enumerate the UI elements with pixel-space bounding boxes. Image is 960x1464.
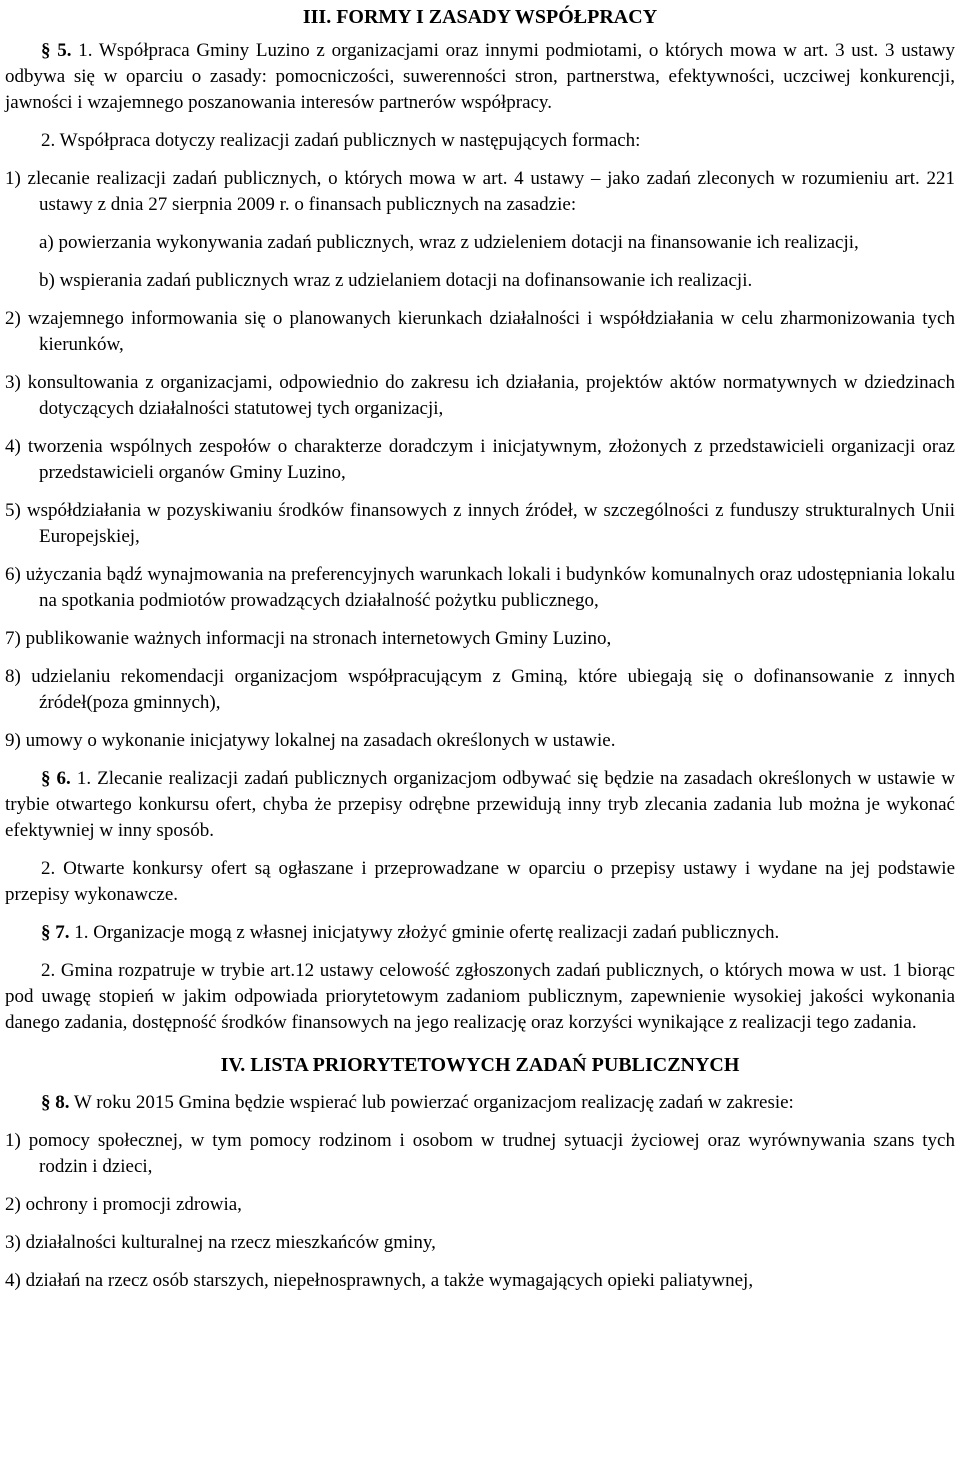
par5-p2: 2. Współpraca dotyczy realizacji zadań publicznych w następujących formach: — [41, 130, 641, 151]
par8-item-4: 4) działań na rzecz osób starszych, niepełnosprawnych, a także wymagających opieki paliatywnej, — [5, 1270, 754, 1291]
par6-p2: 2. Otwarte konkursy ofert są ogłaszane i przeprowadzane w oparciu o przepisy ustawy i wydane na jej podstawie przepisy wykonawcze. — [5, 858, 955, 905]
par8-p1: § 8. W roku 2015 Gmina będzie wspierać lub powierzać organizacjom realizację zadań w zakresie: — [41, 1092, 794, 1113]
par5-p1: § 5. 1. Współpraca Gminy Luzino z organizacjami oraz innymi podmiotami, o których mowa w art. 3 ust. 3 ustawy odbywa się w oparciu o zasady: pomocniczości, suwerenności stron, partnerstwa, efektywności, uczciwej konkurencji, jawności i wzajemnego poszanowania interesów partnerów współpracy. — [5, 40, 956, 113]
par5-item-5: 5) współdziałania w pozyskiwaniu środków finansowych z innych źródeł, w szczególności z funduszy strukturalnych Unii Europejskiej, — [5, 500, 955, 547]
par5-item-4: 4) tworzenia wspólnych zespołów o charakterze doradczym i inicjatywnym, złożonych z przedstawicieli organizacji oraz przedstawicieli organów Gminy Luzino, — [5, 436, 955, 483]
par8-item-1: 1) pomocy społecznej, w tym pomocy rodzinom i osobom w trudnej sytuacji życiowej oraz wyrównywania szans tych rodzin i dzieci, — [5, 1130, 955, 1177]
par8-item-3: 3) działalności kulturalnej na rzecz mieszkańców gminy, — [5, 1232, 436, 1253]
par5-item-7: 7) publikowanie ważnych informacji na stronach internetowych Gminy Luzino, — [5, 628, 612, 649]
par5-item-2: 2) wzajemnego informowania się o planowanych kierunkach działalności i współdziałania w celu zharmonizowania tych kierunków, — [5, 308, 955, 355]
par5-item-3: 3) konsultowania z organizacjami, odpowiednio do zakresu ich działania, projektów aktów normatywnych w dziedzinach dotyczących działalności statutowej tych organizacji, — [5, 372, 955, 419]
par5-number: § 5. — [41, 40, 72, 61]
par5-item-6: 6) użyczania bądź wynajmowania na preferencyjnych warunkach lokali i budynków komunalnych oraz udostępniania lokalu na spotkania podmiotów prowadzących działalność pożytku publicznego, — [5, 564, 955, 611]
par7-number: § 7. — [41, 922, 70, 943]
par5-subitem-a: a) powierzania wykonywania zadań publicznych, wraz z udzieleniem dotacji na finansowanie ich realizacji, — [39, 232, 859, 253]
par7-p2: 2. Gmina rozpatruje w trybie art.12 ustawy celowość zgłoszonych zadań publicznych, o których mowa w ust. 1 biorąc pod uwagę stopień w jakim odpowiada priorytetowym zadaniom publicznym, zapewnienie wysokiej jakości wykonania danego zadania, dostępność środków finansowych na jego realizację oraz korzyści wynikające z realizacji tego zadania. — [5, 960, 955, 1033]
par8-number: § 8. — [41, 1092, 70, 1113]
par7-p1: § 7. 1. Organizacje mogą z własnej inicjatywy złożyć gminie ofertę realizacji zadań publicznych. — [41, 922, 780, 943]
par5-subitem-b: b) wspierania zadań publicznych wraz z udzielaniem dotacji na dofinansowanie ich realizacji. — [39, 270, 753, 291]
par5-item-8: 8) udzielaniu rekomendacji organizacjom współpracującym z Gminą, które ubiegają się o dofinansowanie z innych źródeł(poza gminnych), — [5, 666, 955, 713]
section-3-title: III. FORMY I ZASADY WSPÓŁPRACY — [302, 6, 658, 28]
par8-item-2: 2) ochrony i promocji zdrowia, — [5, 1194, 242, 1215]
par5-item-1: 1) zlecanie realizacji zadań publicznych, o których mowa w art. 4 ustawy – jako zadań zleconych w rozumieniu art. 221 ustawy z dnia 27 sierpnia 2009 r. o finansach publicznych na zasadzie: — [5, 168, 955, 215]
par5-item-9: 9) umowy o wykonanie inicjatywy lokalnej na zasadach określonych w ustawie. — [5, 730, 616, 751]
par6-number: § 6. — [41, 768, 71, 789]
section-4-title: IV. LISTA PRIORYTETOWYCH ZADAŃ PUBLICZNYCH — [220, 1054, 740, 1076]
par6-p1: § 6. 1. Zlecanie realizacji zadań publicznych organizacjom odbywać się będzie na zasadach określonych w ustawie w trybie otwartego konkursu ofert, chyba że przepisy odrębne przewidują inny tryb zlecania zadania lub można je wykonać efektywniej w inny sposób. — [5, 768, 956, 841]
